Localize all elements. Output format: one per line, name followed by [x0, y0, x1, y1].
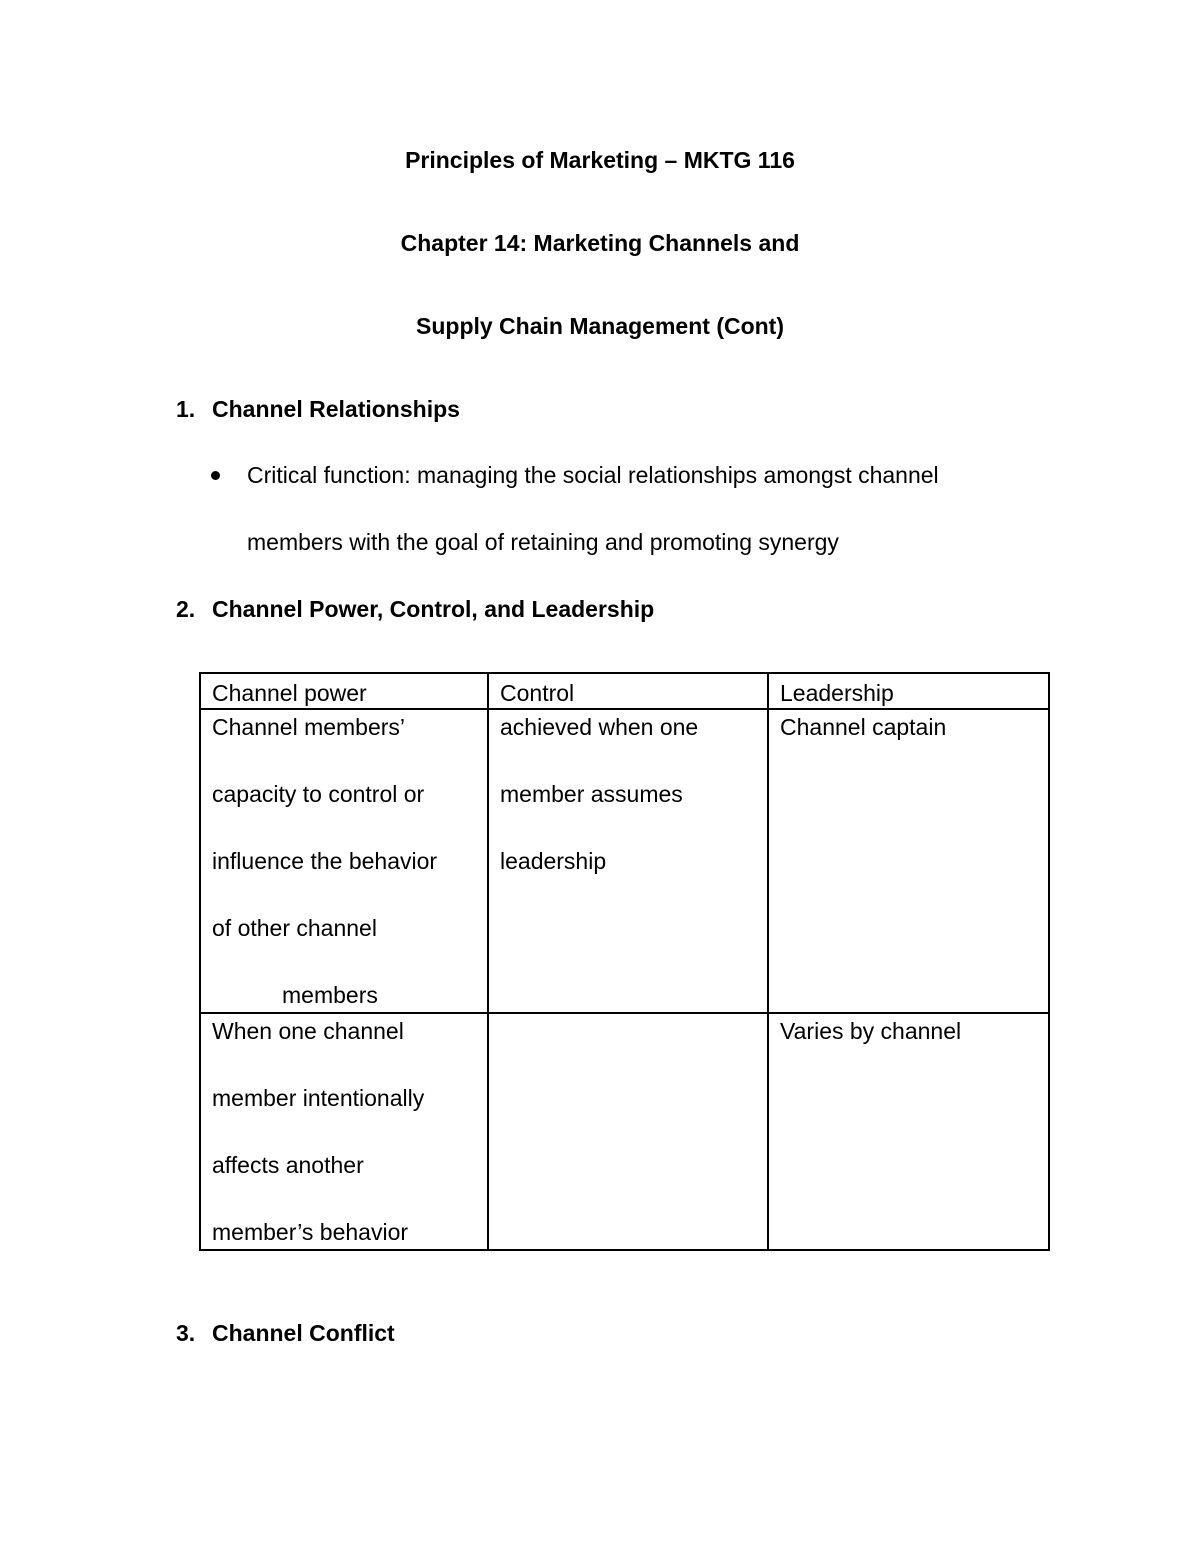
- section-title-3: Channel Conflict: [212, 1320, 395, 1346]
- cell-line: leadership: [500, 848, 607, 874]
- bullet-icon: [211, 471, 220, 480]
- bullet-text-line-1: Critical function: managing the social relationships amongst channel: [247, 462, 939, 488]
- section-number-3: 3.: [176, 1320, 196, 1346]
- section-number-2: 2.: [176, 596, 196, 622]
- cell-line: achieved when one: [500, 714, 699, 740]
- cell-line: of other channel: [212, 915, 377, 941]
- table-cell: [768, 1013, 1049, 1250]
- table-header-cell: Control: [488, 673, 768, 709]
- cell-line: influence the behavior: [212, 848, 438, 874]
- section-number-1: 1.: [176, 396, 196, 422]
- cell-line: member’s behavior: [212, 1219, 409, 1245]
- table-header-cell: Leadership: [768, 673, 1049, 709]
- cell-line: capacity to control or: [212, 781, 425, 807]
- table-cell: [768, 709, 1049, 1013]
- cell-line: affects another: [212, 1152, 364, 1178]
- section-heading-1: [176, 394, 460, 424]
- table-cell: [488, 709, 768, 1013]
- table-header-row: [200, 673, 1049, 709]
- chapter-title-line-1: Chapter 14: Marketing Channels and: [400, 230, 800, 256]
- cell-line: Channel captain: [780, 714, 947, 740]
- section-title-2: Channel Power, Control, and Leadership: [212, 596, 655, 622]
- document-title: Principles of Marketing – MKTG 116: [405, 147, 795, 173]
- cell-line: members: [282, 982, 378, 1008]
- table-cell: [200, 1013, 488, 1250]
- table-cell-empty: [488, 1013, 768, 1250]
- channel-power-table: [199, 672, 1050, 1251]
- cell-line: Varies by channel: [780, 1018, 962, 1044]
- bullet-text-line-2: members with the goal of retaining and promoting synergy: [247, 529, 839, 555]
- cell-line: member assumes: [500, 781, 683, 807]
- chapter-title-line-2: Supply Chain Management (Cont): [416, 313, 784, 339]
- section-heading-3: [176, 1318, 395, 1348]
- table-row: [200, 1013, 1049, 1250]
- cell-line: When one channel: [212, 1018, 404, 1044]
- table-cell: [200, 709, 488, 1013]
- section-heading-2: [176, 594, 654, 624]
- section-title-1: Channel Relationships: [212, 396, 460, 422]
- table-header-cell: Channel power: [200, 673, 488, 709]
- table-row: [200, 709, 1049, 1013]
- cell-line: Channel members’: [212, 714, 406, 740]
- cell-line: member intentionally: [212, 1085, 425, 1111]
